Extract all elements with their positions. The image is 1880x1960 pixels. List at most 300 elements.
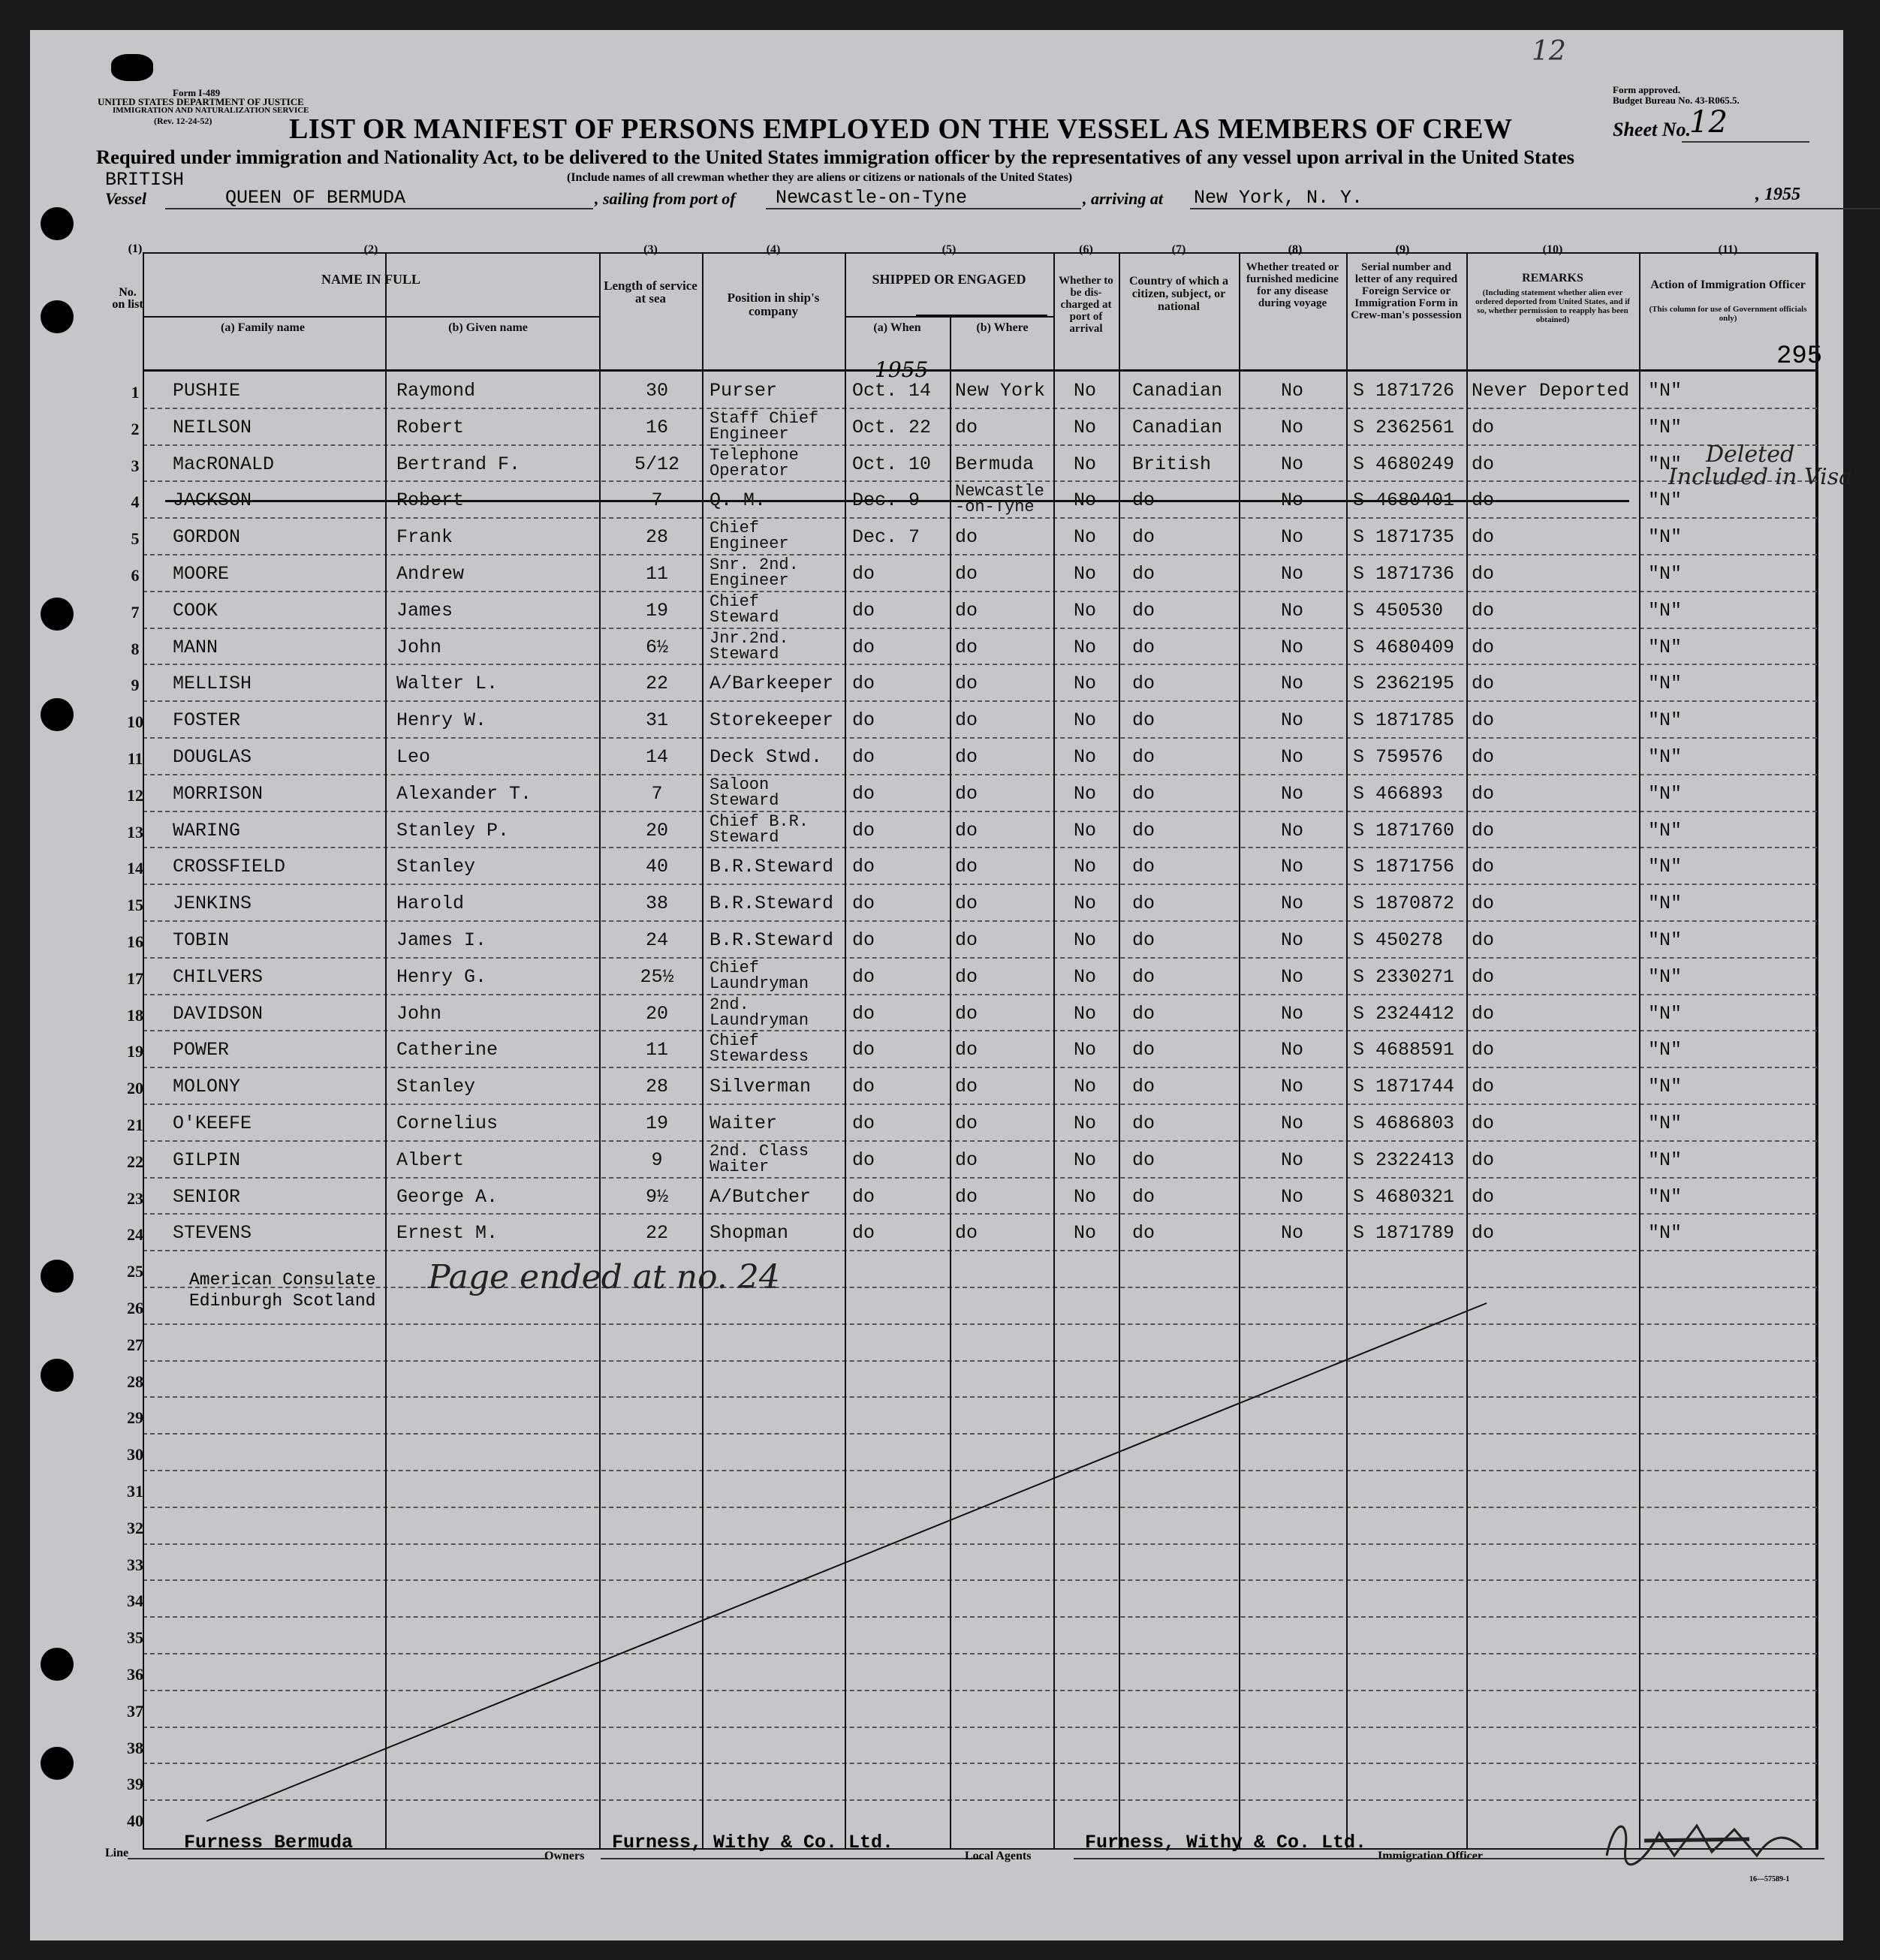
cell-position: 2nd. Class Waiter (710, 1141, 809, 1176)
cell-serial: S 1871744 (1353, 1076, 1455, 1098)
cell-discharged: No (1074, 599, 1097, 622)
cell-given: John (396, 1002, 442, 1025)
cell-given: Henry G. (396, 965, 487, 988)
row-number: 21 (127, 1115, 143, 1134)
cell-position: Purser (710, 380, 778, 402)
cell-discharged: No (1074, 709, 1097, 732)
cell-discharged: No (1074, 929, 1097, 951)
cell-service: 22 (645, 673, 668, 695)
cell-discharged: No (1074, 1112, 1097, 1134)
col5-number: (5) (942, 243, 957, 256)
cell-country: do (1132, 746, 1155, 768)
cell-country: do (1132, 819, 1155, 842)
manifest-title: LIST OR MANIFEST OF PERSONS EMPLOYED ON THE VESSEL AS MEMBERS OF CREW (289, 113, 1513, 145)
sheet-label: Sheet No. (1613, 119, 1691, 140)
cell-given: Ernest M. (396, 1222, 499, 1245)
cell-treated: No (1281, 819, 1304, 842)
cell-service: 24 (645, 929, 668, 951)
cell-family: WARING (173, 819, 241, 842)
cell-country: do (1132, 1185, 1155, 1208)
cell-position: Telephone Operator (710, 445, 799, 480)
cell-country: do (1132, 673, 1155, 695)
cell-where: do (955, 1076, 978, 1098)
col8-number: (8) (1288, 243, 1303, 256)
cell-given: Frank (396, 526, 453, 549)
cell-action: "N" (1648, 380, 1683, 402)
manifest-subtitle: Required under immigration and Nationality Act, to be delivered to the United States immigration officer by the representatives of any vessel upon arrival in the United States (96, 146, 1574, 168)
cell-discharged: No (1074, 380, 1097, 402)
cell-family: DOUGLAS (173, 746, 252, 768)
cell-remarks: do (1472, 673, 1495, 695)
row-number: 7 (131, 602, 140, 622)
vessel-underline (165, 208, 593, 209)
cell-discharged: No (1074, 416, 1097, 438)
cell-discharged: No (1074, 636, 1097, 658)
cell-family: MacRONALD (173, 453, 275, 475)
col11-subheader: (This column for use of Government officials only) (1649, 305, 1807, 323)
row-number: 13 (127, 822, 143, 842)
cell-remarks: do (1472, 1185, 1495, 1208)
included-visa-note: Included in Visa (1668, 464, 1853, 490)
cell-action: "N" (1648, 416, 1683, 438)
cell-serial: S 1871756 (1353, 856, 1455, 878)
cell-family: CHILVERS (173, 965, 264, 988)
row-number: 17 (127, 968, 143, 988)
punch-hole (111, 54, 153, 81)
cell-treated: No (1281, 929, 1304, 951)
nationality: BRITISH (105, 169, 185, 191)
cell-remarks: do (1472, 819, 1495, 842)
cancel-diagonal-line (143, 252, 1817, 1850)
cell-service: 7 (651, 782, 663, 805)
cell-where: do (955, 563, 978, 585)
row-number: 6 (131, 566, 140, 585)
cell-when: do (852, 1112, 875, 1134)
cell-discharged: No (1074, 893, 1097, 915)
cell-country: do (1132, 599, 1155, 622)
cell-treated: No (1281, 416, 1304, 438)
cell-position: B.R.Steward (710, 893, 834, 915)
cell-discharged: No (1074, 1076, 1097, 1098)
cell-service: 28 (645, 1076, 668, 1098)
punch-hole (41, 598, 74, 631)
cell-position: Chief Engineer (710, 519, 789, 554)
cell-remarks: do (1472, 709, 1495, 732)
row-number: 39 (127, 1775, 143, 1794)
cell-serial: S 2330271 (1353, 965, 1455, 988)
cell-action: "N" (1648, 746, 1683, 768)
cell-where: Newcastle-on-Tyne (955, 482, 1044, 517)
cell-action: "N" (1648, 1222, 1683, 1245)
consulate-line-1: American Consulate (189, 1270, 376, 1290)
top-handwritten-mark: 12 (1532, 36, 1566, 67)
cell-discharged: No (1074, 1149, 1097, 1171)
row-number: 20 (127, 1079, 143, 1098)
sheet-underline (1682, 141, 1809, 143)
row-number: 5 (131, 529, 140, 549)
col9-number: (9) (1395, 243, 1410, 256)
col3-header: Length of service at sea (604, 278, 697, 306)
cell-serial: S 450278 (1353, 929, 1444, 951)
cell-remarks: do (1472, 416, 1495, 438)
cell-treated: No (1281, 563, 1304, 585)
cell-where: do (955, 819, 978, 842)
budget-bureau: Budget Bureau No. 43-R065.5. (1613, 95, 1740, 106)
cell-given: Stanley (396, 1076, 476, 1098)
row-number: 3 (131, 456, 140, 475)
punch-hole (41, 207, 74, 240)
cell-country: do (1132, 965, 1155, 988)
cell-position: Waiter (710, 1112, 778, 1134)
cell-remarks: do (1472, 1002, 1495, 1025)
cell-serial: S 1870872 (1353, 893, 1455, 915)
col5a-header: (a) When (873, 321, 921, 334)
cell-position: B.R.Steward (710, 856, 834, 878)
cell-where: do (955, 1222, 978, 1245)
cell-when: do (852, 782, 875, 805)
cell-action: "N" (1648, 819, 1683, 842)
cell-remarks: do (1472, 929, 1495, 951)
cell-treated: No (1281, 746, 1304, 768)
row-number: 16 (127, 932, 143, 951)
cell-remarks: do (1472, 856, 1495, 878)
officer-label: Immigration Officer (1378, 1850, 1483, 1862)
row-number: 15 (127, 896, 143, 915)
cell-remarks: do (1472, 782, 1495, 805)
cell-where: do (955, 1112, 978, 1134)
cell-treated: No (1281, 673, 1304, 695)
cell-action: "N" (1648, 1076, 1683, 1098)
row-number: 27 (127, 1335, 143, 1354)
col4-number: (4) (766, 243, 781, 256)
cell-family: FOSTER (173, 709, 241, 732)
cell-when: do (852, 636, 875, 658)
vessel-label: Vessel (105, 189, 146, 208)
cell-serial: S 1871726 (1353, 380, 1455, 402)
cell-remarks: do (1472, 965, 1495, 988)
cell-discharged: No (1074, 1002, 1097, 1025)
cell-family: SENIOR (173, 1185, 241, 1208)
cell-position: 2nd. Laundryman (710, 995, 809, 1030)
cell-family: GORDON (173, 526, 241, 549)
cell-service: 22 (645, 1222, 668, 1245)
cell-position: Staff Chief Engineer (710, 408, 819, 444)
col6-header: Whether to be dis-charged at port of arrival (1059, 275, 1113, 335)
cell-action: "N" (1648, 563, 1683, 585)
crew-table (143, 243, 1817, 1850)
cell-where: do (955, 893, 978, 915)
col2-header: NAME IN FULL (321, 272, 420, 287)
col5-header: SHIPPED OR ENGAGED (872, 272, 1026, 287)
row-number: 19 (127, 1042, 143, 1061)
cell-serial: S 759576 (1353, 746, 1444, 768)
cell-remarks: do (1472, 1076, 1495, 1098)
cell-given: James I. (396, 929, 487, 951)
cell-action: "N" (1648, 489, 1683, 512)
col2-number: (2) (363, 243, 378, 256)
cell-service: 14 (645, 746, 668, 768)
cell-service: 31 (645, 709, 668, 732)
col7-number: (7) (1171, 243, 1186, 256)
cell-serial: S 1871785 (1353, 709, 1455, 732)
cell-remarks: do (1472, 489, 1495, 512)
cell-given: John (396, 636, 442, 658)
punch-hole (41, 698, 74, 731)
cell-position: Chief B.R. Steward (710, 811, 809, 847)
cell-where: do (955, 1185, 978, 1208)
col8-header: Whether treated or furnished medicine for any disease during voyage (1246, 261, 1339, 309)
cell-country: do (1132, 1076, 1155, 1098)
cell-service: 11 (645, 563, 668, 585)
cell-when: do (852, 1149, 875, 1171)
cell-when: do (852, 709, 875, 732)
cell-remarks: do (1472, 563, 1495, 585)
cell-position: Chief Laundryman (710, 958, 809, 993)
col-divider (1817, 252, 1818, 1850)
cell-remarks: do (1472, 746, 1495, 768)
cell-action: "N" (1648, 1112, 1683, 1134)
row-number: 12 (127, 785, 143, 805)
cell-given: Stanley (396, 856, 476, 878)
cell-family: JENKINS (173, 893, 252, 915)
cell-position: Chief Stewardess (710, 1031, 809, 1067)
cell-position: Saloon Steward (710, 775, 779, 810)
cell-treated: No (1281, 1222, 1304, 1245)
cell-discharged: No (1074, 746, 1097, 768)
cell-position: A/Butcher (710, 1185, 812, 1208)
cell-service: 30 (645, 380, 668, 402)
cell-treated: No (1281, 1076, 1304, 1098)
cell-country: do (1132, 929, 1155, 951)
cell-discharged: No (1074, 1185, 1097, 1208)
cell-when: Oct. 22 (852, 416, 932, 438)
cell-treated: No (1281, 599, 1304, 622)
cell-country: do (1132, 1112, 1155, 1134)
sheet-number: 12 (1689, 105, 1728, 140)
cell-remarks: do (1472, 1222, 1495, 1245)
col1-header: No. on list (112, 286, 143, 311)
row-number: 29 (127, 1408, 143, 1428)
punch-hole (41, 1359, 74, 1392)
deleted-note: Deleted (1706, 441, 1795, 468)
cell-country: do (1132, 1222, 1155, 1245)
cell-where: do (955, 1039, 978, 1061)
row-number: 31 (127, 1482, 143, 1501)
cell-family: O'KEEFE (173, 1112, 252, 1134)
row-number: 33 (127, 1555, 143, 1574)
cell-action: "N" (1648, 673, 1683, 695)
row-number: 40 (127, 1811, 143, 1831)
cell-where: do (955, 673, 978, 695)
cell-action: "N" (1648, 965, 1683, 988)
cell-family: MANN (173, 636, 218, 658)
cell-discharged: No (1074, 673, 1097, 695)
cell-position: Deck Stwd. (710, 746, 823, 768)
row-number: 23 (127, 1188, 143, 1208)
include-note: (Include names of all crewman whether they are aliens or citizens or nationals of the United States) (567, 171, 1073, 184)
cell-action: "N" (1648, 636, 1683, 658)
cell-where: do (955, 709, 978, 732)
cell-country: do (1132, 526, 1155, 549)
vessel-name: QUEEN OF BERMUDA (225, 187, 406, 209)
punch-hole (41, 1260, 74, 1293)
cell-position: Chief Steward (710, 592, 779, 627)
row-number: 22 (127, 1152, 143, 1171)
cell-given: George A. (396, 1185, 499, 1208)
cell-family: MELLISH (173, 673, 252, 695)
cell-family: NEILSON (173, 416, 252, 438)
cell-family: CROSSFIELD (173, 856, 286, 878)
cell-where: do (955, 856, 978, 878)
cell-given: Robert (396, 416, 465, 438)
cell-country: Canadian (1132, 380, 1223, 402)
cell-action: "N" (1648, 709, 1683, 732)
form-number: Form I-489 (173, 87, 221, 98)
row-number: 25 (127, 1262, 143, 1281)
col11-number: (11) (1718, 243, 1738, 256)
cell-treated: No (1281, 489, 1304, 512)
cell-remarks: do (1472, 1149, 1495, 1171)
cell-treated: No (1281, 782, 1304, 805)
cell-treated: No (1281, 526, 1304, 549)
cell-remarks: do (1472, 526, 1495, 549)
cell-country: do (1132, 1002, 1155, 1025)
cell-given: Alexander T. (396, 782, 532, 805)
cell-given: Walter L. (396, 673, 499, 695)
consulate-line-2: Edinburgh Scotland (189, 1291, 376, 1311)
sailing-label: , sailing from port of (595, 189, 736, 208)
cell-serial: S 1871736 (1353, 563, 1455, 585)
row-number: 24 (127, 1225, 143, 1245)
cell-service: 9½ (645, 1185, 668, 1208)
cell-remarks: do (1472, 636, 1495, 658)
cell-when: do (852, 893, 875, 915)
cell-family: COOK (173, 599, 218, 622)
cell-discharged: No (1074, 453, 1097, 475)
cell-service: 5/12 (634, 453, 680, 475)
cell-discharged: No (1074, 856, 1097, 878)
col1-number: (1) (128, 242, 143, 255)
cell-given: Raymond (396, 380, 476, 402)
form-revision: (Rev. 12-24-52) (154, 116, 212, 126)
sailing-underline (766, 208, 1081, 209)
row-number: 9 (131, 676, 140, 695)
cell-family: PUSHIE (173, 380, 241, 402)
officer-signature (1599, 1803, 1809, 1871)
cell-treated: No (1281, 1002, 1304, 1025)
cell-where: Bermuda (955, 453, 1035, 475)
cell-service: 20 (645, 1002, 668, 1025)
cell-country: do (1132, 1149, 1155, 1171)
cell-serial: S 2322413 (1353, 1149, 1455, 1171)
cell-treated: No (1281, 709, 1304, 732)
cell-when: do (852, 1076, 875, 1098)
cell-action: "N" (1648, 1185, 1683, 1208)
cell-position: Storekeeper (710, 709, 834, 732)
cell-position: Q. M. (710, 489, 767, 512)
cell-service: 19 (645, 599, 668, 622)
col2b-header: (b) Given name (448, 321, 528, 334)
arriving-label: , arriving at (1083, 189, 1163, 208)
cell-country: do (1132, 709, 1155, 732)
cell-where: do (955, 416, 978, 438)
cell-family: MOLONY (173, 1076, 241, 1098)
cell-treated: No (1281, 453, 1304, 475)
cell-when: do (852, 1185, 875, 1208)
cell-serial: S 2324412 (1353, 1002, 1455, 1025)
cell-discharged: No (1074, 819, 1097, 842)
cell-country: do (1132, 563, 1155, 585)
manifest-page (30, 30, 1853, 1940)
cell-given: Harold (396, 893, 465, 915)
cell-discharged: No (1074, 563, 1097, 585)
row-number: 37 (127, 1701, 143, 1721)
cell-remarks: do (1472, 1112, 1495, 1134)
cell-service: 11 (645, 1039, 668, 1061)
cell-when: do (852, 1039, 875, 1061)
col4-header: Position in ship's company (727, 291, 820, 318)
cell-remarks: do (1472, 453, 1495, 475)
cell-action: "N" (1648, 453, 1683, 475)
line-label: Line (105, 1847, 129, 1859)
row-number: 14 (127, 859, 143, 878)
cell-family: JACKSON (173, 489, 252, 512)
cell-service: 40 (645, 856, 668, 878)
cell-discharged: No (1074, 489, 1097, 512)
cell-treated: No (1281, 380, 1304, 402)
cell-discharged: No (1074, 526, 1097, 549)
cell-action: "N" (1648, 526, 1683, 549)
cell-given: Henry W. (396, 709, 487, 732)
col6-number: (6) (1079, 243, 1093, 256)
col10-header: REMARKS (1522, 272, 1583, 285)
cell-when: Oct. 14 (852, 380, 932, 402)
cell-given: Andrew (396, 563, 465, 585)
punch-hole (41, 300, 74, 333)
page-ended-note: Page ended at no. 24 (428, 1258, 780, 1296)
cell-family: TOBIN (173, 929, 230, 951)
cell-country: do (1132, 489, 1155, 512)
cell-when: do (852, 1002, 875, 1025)
cell-when: do (852, 563, 875, 585)
cell-family: DAVIDSON (173, 1002, 264, 1025)
cell-remarks: do (1472, 1039, 1495, 1061)
col10-subheader: (Including statement whether alien ever ordered deported from United States, and if so, whether permission to reapply has been obtained) (1475, 288, 1630, 324)
row-number: 36 (127, 1665, 143, 1684)
cell-family: MOORE (173, 563, 230, 585)
cell-given: James (396, 599, 453, 622)
cell-service: 19 (645, 1112, 668, 1134)
row-number: 4 (131, 492, 140, 512)
cell-service: 25½ (640, 965, 674, 988)
cell-serial: S 450530 (1353, 599, 1444, 622)
cell-given: Bertrand F. (396, 453, 521, 475)
cell-remarks: do (1472, 599, 1495, 622)
cell-treated: No (1281, 636, 1304, 658)
cell-when: do (852, 1222, 875, 1245)
cell-when: do (852, 965, 875, 988)
owners-label: Owners (544, 1850, 585, 1862)
row-number: 2 (131, 419, 140, 438)
cell-treated: No (1281, 1149, 1304, 1171)
row-number: 1 (131, 383, 140, 402)
cell-where: do (955, 1002, 978, 1025)
cell-when: do (852, 856, 875, 878)
cell-discharged: No (1074, 1222, 1097, 1245)
cell-country: do (1132, 1039, 1155, 1061)
form-approved: Form approved. (1613, 84, 1681, 95)
cell-action: "N" (1648, 929, 1683, 951)
